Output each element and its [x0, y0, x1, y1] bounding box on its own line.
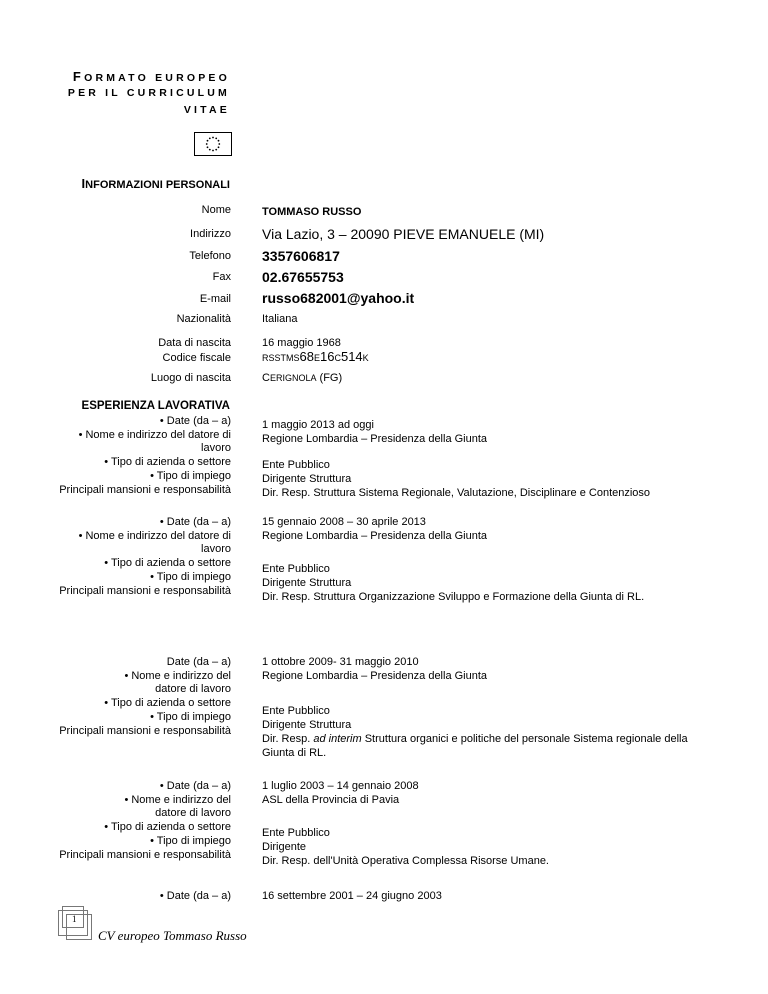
value-duties: Dir. Resp. Struttura Organizzazione Sviluppo e Formazione della Giunta di RL. — [262, 590, 645, 603]
experience-heading: ESPERIENZA LAVORATIVA — [81, 400, 230, 412]
value-job-type: Dirigente Struttura — [262, 577, 352, 590]
value-dates: 16 settembre 2001 – 24 giugno 2003 — [262, 890, 442, 902]
entry-values — [262, 516, 712, 605]
label-nazionalita: Nazionalità — [176, 313, 231, 325]
personal-info-heading: INFORMAZIONI PERSONALI — [81, 176, 230, 191]
entry-values — [262, 419, 712, 501]
label-employer-cont: datore di lavoro — [155, 683, 231, 696]
label-employer: • Nome e indirizzo del datore di — [78, 428, 231, 441]
label-codice-fiscale: Codice fiscale — [162, 352, 231, 364]
page-number: 1 — [72, 914, 77, 924]
value-telefono: 3357606817 — [262, 248, 340, 264]
value-employer: ASL della Provincia di Pavia — [262, 793, 400, 806]
label-employer-cont: lavoro — [201, 442, 231, 455]
label-sector: • Tipo di azienda o settore — [104, 456, 231, 469]
value-duties: Dir. Resp. Struttura Sistema Regionale, Valutazione, Disciplinare e Contenzioso — [262, 486, 651, 499]
value-data-nascita: 16 maggio 1968 — [262, 337, 341, 349]
value-dates: 15 gennaio 2008 – 30 aprile 2013 — [262, 516, 426, 528]
value-indirizzo: Via Lazio, 3 – 20090 PIEVE EMANUELE (MI) — [262, 226, 545, 242]
value-nome: TOMMASO RUSSO — [262, 206, 362, 218]
footer-text: CV europeo Tommaso Russo — [98, 928, 247, 943]
header-line-2: PER IL CURRICULUM — [67, 87, 230, 99]
value-duties: Dir. Resp. dell'Unità Operativa Complessa Risorse Umane. — [262, 854, 549, 867]
value-employer: Regione Lombardia – Presidenza della Giunta — [262, 529, 488, 542]
label-job-type: • Tipo di impiego — [150, 710, 231, 723]
label-date: • Date (da – a) — [159, 780, 231, 792]
value-dates: 1 ottobre 2009- 31 maggio 2010 — [262, 656, 419, 668]
entry-values — [262, 780, 712, 869]
entry-labels — [59, 780, 231, 862]
label-employer-cont: lavoro — [201, 543, 231, 556]
label-duties: Principali mansioni e responsabilità — [59, 584, 231, 597]
label-telefono: Telefono — [189, 250, 231, 262]
label-indirizzo: Indirizzo — [190, 228, 231, 240]
label-luogo-nascita: Luogo di nascita — [150, 372, 231, 384]
header-line-3: VITAE — [183, 104, 230, 116]
eu-flag-icon — [194, 132, 232, 156]
label-date: • Date (da – a) — [159, 516, 231, 528]
value-dates: 1 luglio 2003 – 14 gennaio 2008 — [262, 780, 419, 792]
value-email: russo682001@yahoo.it — [262, 290, 415, 306]
label-duties: Principali mansioni e responsabilità — [59, 483, 231, 496]
label-date: Date (da – a) — [166, 656, 231, 668]
entry-values — [262, 890, 712, 904]
entry-labels — [59, 415, 231, 497]
label-duties: Principali mansioni e responsabilità — [59, 848, 231, 861]
value-fax: 02.67655753 — [262, 269, 344, 285]
value-job-type: Dirigente Struttura — [262, 719, 352, 732]
label-sector: • Tipo di azienda o settore — [104, 697, 231, 710]
entry-labels — [59, 516, 231, 598]
label-employer: • Nome e indirizzo del — [124, 793, 231, 806]
label-date: • Date (da – a) — [159, 890, 231, 902]
entry-labels — [59, 656, 231, 738]
value-nazionalita: Italiana — [262, 313, 298, 325]
value-sector: Ente Pubblico — [262, 705, 330, 718]
value-job-type: Dirigente — [262, 841, 307, 854]
entry-values — [262, 656, 712, 760]
label-sector: • Tipo di azienda o settore — [104, 821, 231, 834]
value-dates: 1 maggio 2013 ad oggi — [262, 419, 374, 431]
value-sector: Ente Pubblico — [262, 563, 330, 576]
value-luogo-nascita: CERIGNOLA (FG) — [262, 372, 343, 384]
header-line-1: FORMATO EUROPEO — [72, 69, 230, 84]
value-sector: Ente Pubblico — [262, 827, 330, 840]
label-duties: Principali mansioni e responsabilità — [59, 724, 231, 737]
label-employer: • Nome e indirizzo del datore di — [78, 529, 231, 542]
value-duties: Dir. Resp. ad interim Struttura organici e politiche del personale Sistema regionale della Giunta di RL. — [262, 732, 688, 759]
value-sector: Ente Pubblico — [262, 459, 330, 472]
label-sector: • Tipo di azienda o settore — [104, 557, 231, 570]
label-email: E-mail — [199, 293, 231, 305]
value-job-type: Dirigente Struttura — [262, 473, 352, 486]
value-employer: Regione Lombardia – Presidenza della Giunta — [262, 432, 488, 445]
label-employer: • Nome e indirizzo del — [124, 669, 231, 682]
label-job-type: • Tipo di impiego — [150, 469, 231, 482]
label-job-type: • Tipo di impiego — [150, 570, 231, 583]
value-employer: Regione Lombardia – Presidenza della Giunta — [262, 669, 488, 682]
entry-labels — [160, 890, 231, 904]
label-job-type: • Tipo di impiego — [150, 834, 231, 847]
label-nome: Nome — [201, 204, 231, 216]
label-fax: Fax — [212, 271, 231, 283]
value-codice-fiscale: RSSTMS68E16C514K — [262, 349, 369, 364]
label-data-nascita: Data di nascita — [158, 337, 231, 349]
label-employer-cont: datore di lavoro — [155, 807, 231, 820]
label-date: • Date (da – a) — [159, 415, 231, 427]
